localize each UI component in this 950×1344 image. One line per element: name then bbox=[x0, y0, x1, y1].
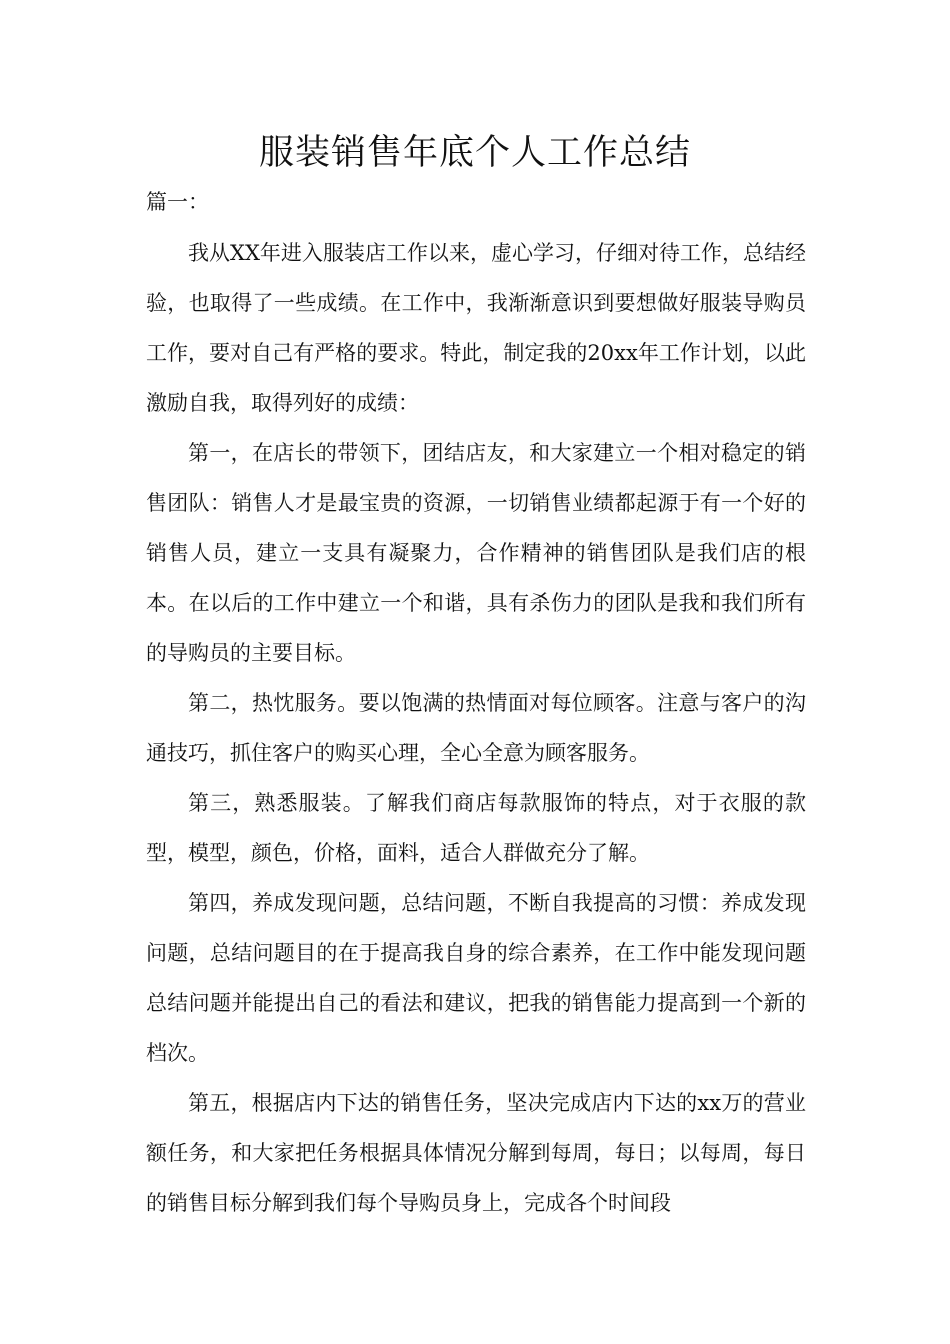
document-title: 服装销售年底个人工作总结 bbox=[258, 133, 691, 173]
paragraph: 第一，在店长的带领下，团结店友，和大家建立一个相对稳定的销售团队：销售人才是最宝贵的资源，一切销售业绩都起源于有一个好的销售人员，建立一支具有凝聚力，合作精神的销售团队是我们店的根本。在以后的工作中建立一个和谐，具有杀伤力的团队是我和我们所有的导购员的主要目标。 bbox=[146, 441, 806, 665]
section-label: 篇一： bbox=[146, 190, 209, 214]
paragraph: 我从XX年进入服装店工作以来，虚心学习，仔细对待工作，总结经验，也取得了一些成绩。在工作中，我渐渐意识到要想做好服装导购员工作，要对自己有严格的要求。特此，制定我的20xx年工作计划，以此激励自我，取得列好的成绩： bbox=[146, 241, 806, 415]
paragraph: 第四，养成发现问题，总结问题，不断自我提高的习惯：养成发现问题，总结问题目的在于提高我自身的综合素养，在工作中能发现问题总结问题并能提出自己的看法和建议，把我的销售能力提高到一个新的档次。 bbox=[146, 891, 806, 1065]
paragraph: 第二，热忱服务。要以饱满的热情面对每位顾客。注意与客户的沟通技巧，抓住客户的购买心理，全心全意为顾客服务。 bbox=[146, 691, 806, 765]
paragraph: 第五，根据店内下达的销售任务，坚决完成店内下达的xx万的营业额任务，和大家把任务根据具体情况分解到每周，每日；以每周，每日的销售目标分解到我们每个导购员身上，完成各个时间段 bbox=[146, 1091, 806, 1215]
paragraph: 第三，熟悉服装。了解我们商店每款服饰的特点，对于衣服的款型，模型，颜色，价格，面料，适合人群做充分了解。 bbox=[146, 791, 806, 865]
document-body bbox=[146, 228, 806, 1228]
